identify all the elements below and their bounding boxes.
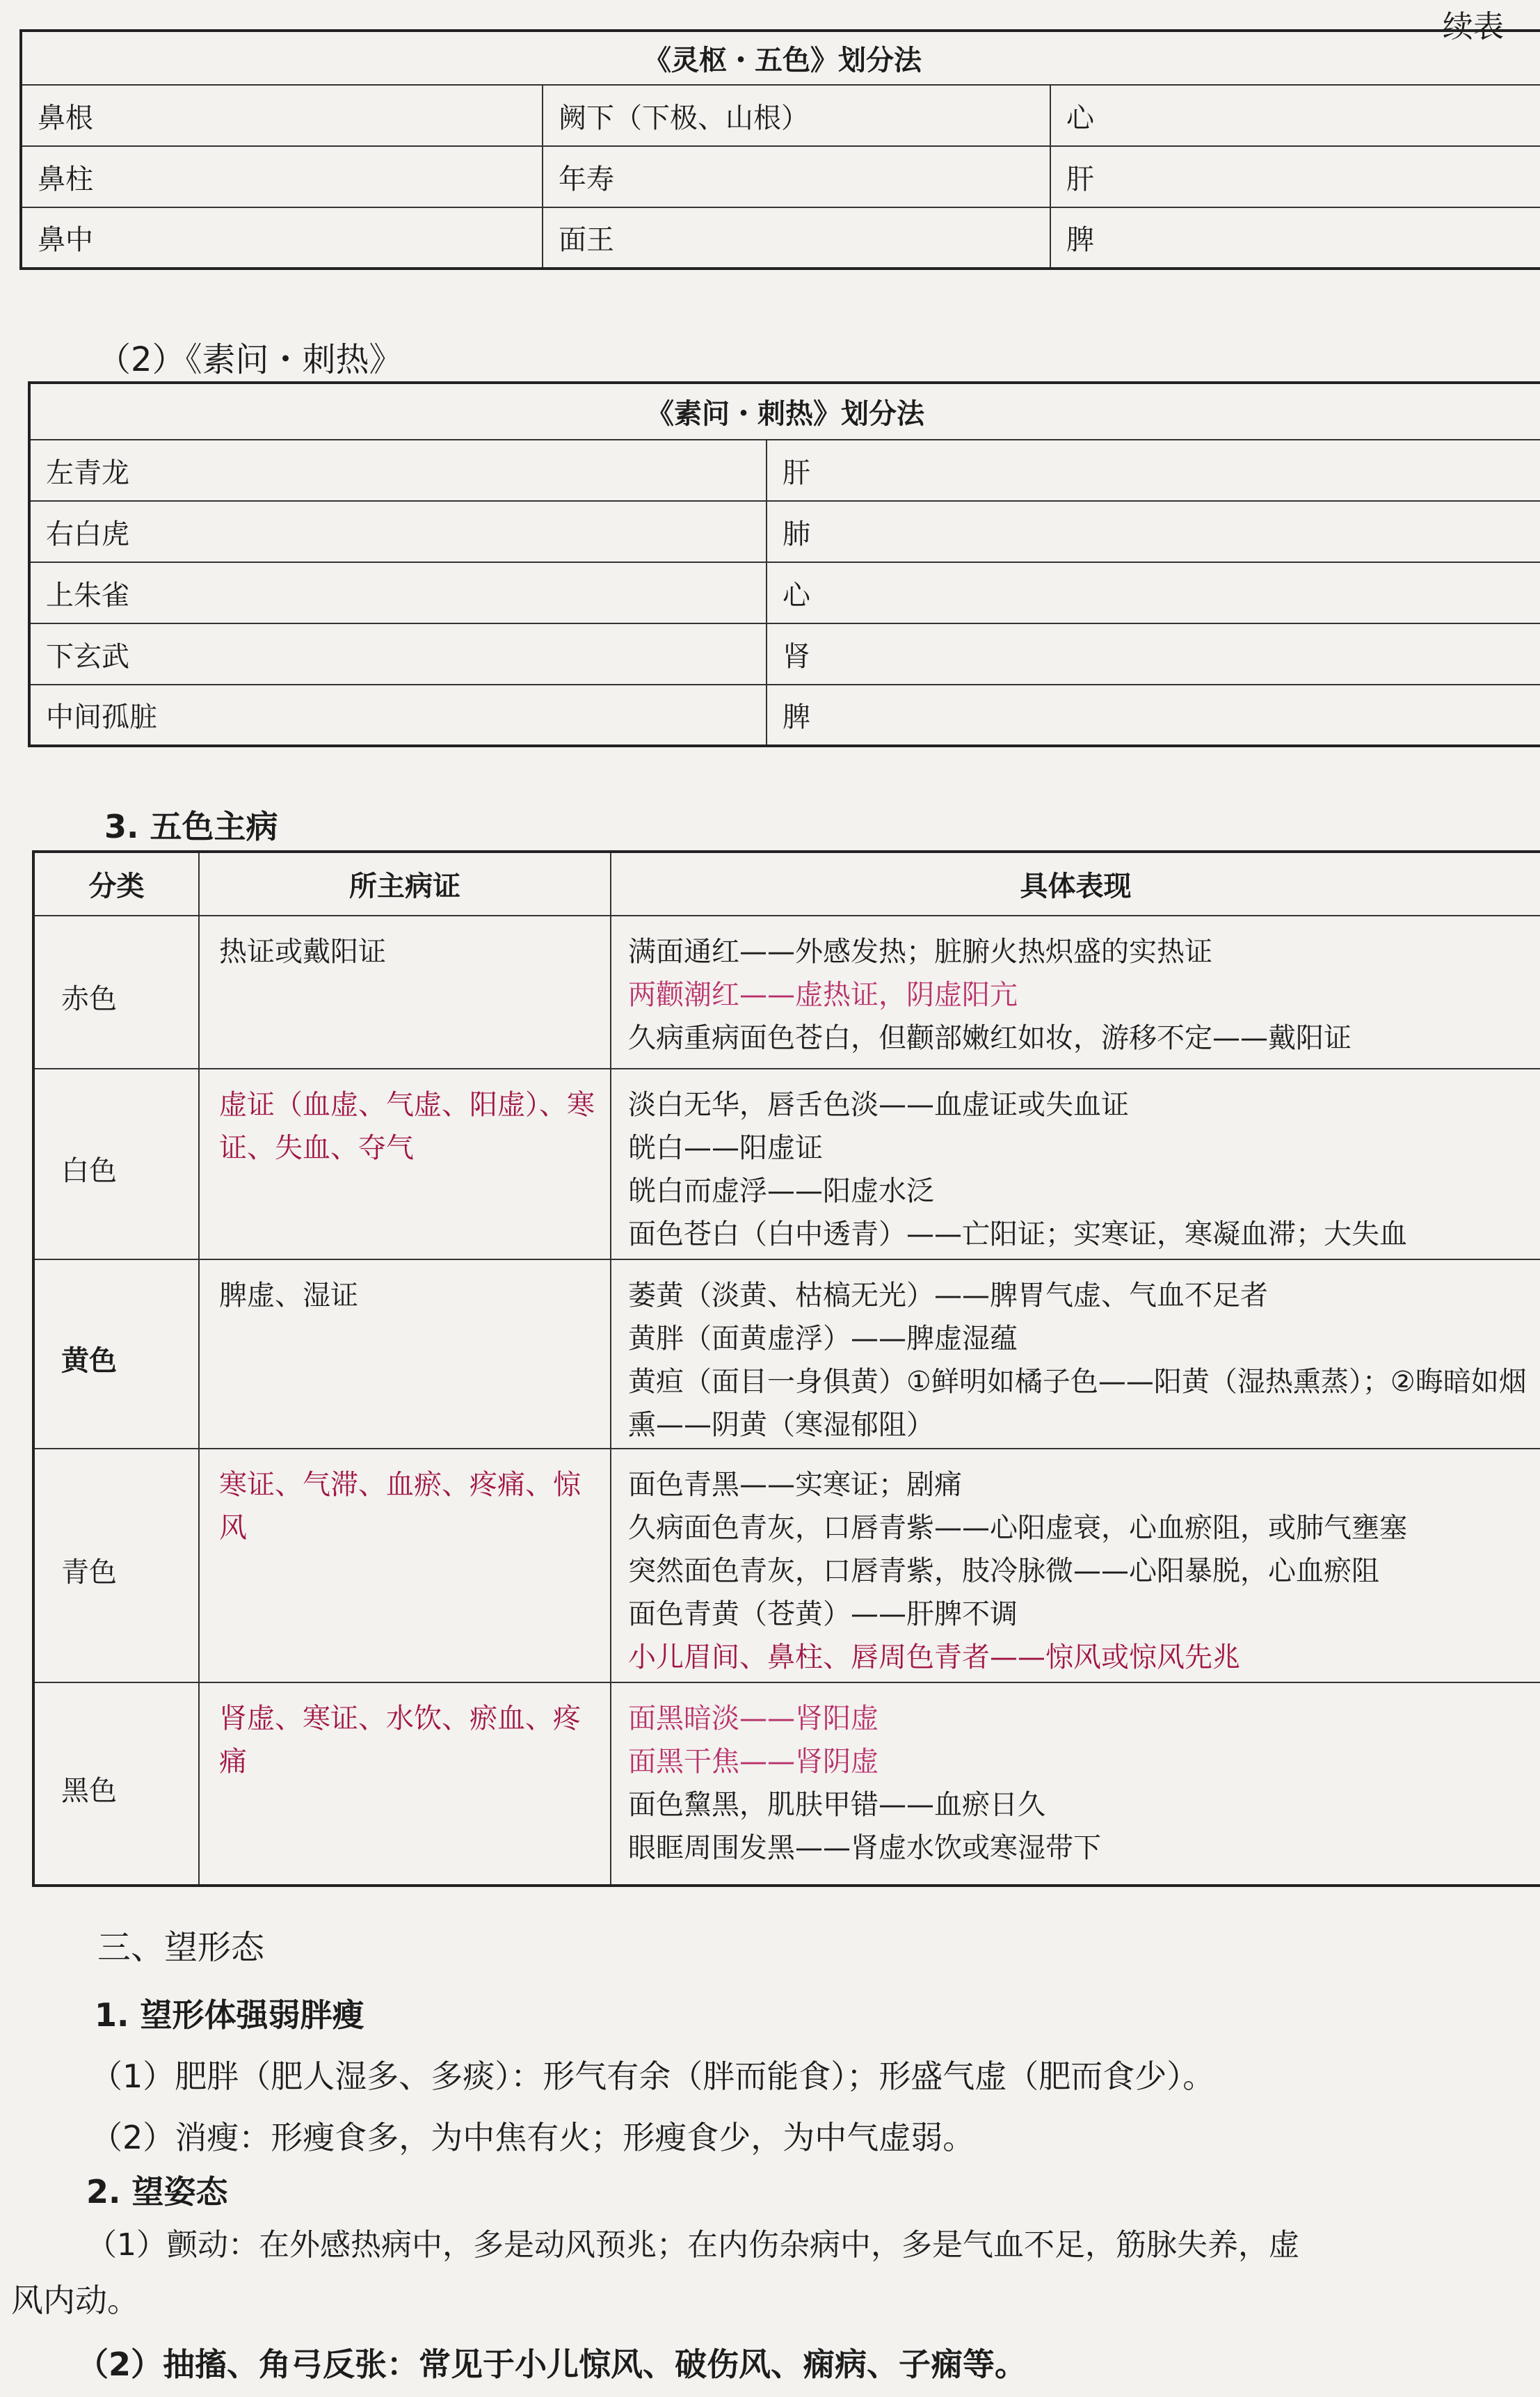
detail-cell	[611, 1259, 1540, 1449]
nose-part: 鼻中	[21, 207, 543, 269]
organ: 心	[1050, 85, 1540, 146]
nose-name: 年寿	[543, 146, 1050, 207]
detail-line: 淡白无华，唇舌色淡——血虚证或失血证	[628, 1089, 1129, 1121]
category-cell: 黑色	[33, 1682, 199, 1886]
detail-line: 满面通红——外感发热；脏腑火热炽盛的实热证	[628, 936, 1212, 968]
organ: 肝	[767, 440, 1540, 501]
category-cell: 赤色	[33, 916, 199, 1069]
direction: 中间孤脏	[29, 685, 767, 746]
nose-name: 面王	[543, 207, 1050, 269]
continued-label: 续表	[1443, 9, 1504, 45]
organ: 脾	[1050, 207, 1540, 269]
table-row	[21, 146, 1540, 207]
detail-line: 久病重病面色苍白，但颧部嫩红如妆，游移不定——戴阳证	[628, 1022, 1351, 1054]
lingshu-table	[19, 29, 1540, 270]
detail-line: 面色黧黑，肌肤甲错——血瘀日久	[628, 1789, 1045, 1821]
table-row	[29, 685, 1540, 746]
category-cell: 青色	[33, 1449, 199, 1682]
section-title: 三、望形态	[97, 1928, 265, 1967]
detail-line: 小儿眉间、鼻柱、唇周色青者——惊风或惊风先兆	[628, 1641, 1240, 1673]
header-illness: 所主病证	[199, 852, 611, 916]
detail-line: 面色青黄（苍黄）——肝脾不调	[628, 1598, 1018, 1630]
wuse-table	[32, 850, 1540, 1887]
table-row	[21, 85, 1540, 146]
detail-cell	[611, 1682, 1540, 1886]
paragraph-line: （1）肥胖（肥人湿多、多痰）：形气有余（胖而能食）；形盛气虚（肥而食少）。	[90, 2057, 1215, 2095]
illness-cell: 脾虚、湿证	[199, 1259, 611, 1449]
paragraph-line: （2）消瘦：形瘦食多，为中焦有火；形瘦食少，为中气虚弱。	[90, 2119, 975, 2156]
illness-cell: 虚证（血虚、气虚、阳虚）、寒证、失血、夺气	[199, 1069, 611, 1259]
detail-line: 黄疸（面目一身俱黄）①鲜明如橘子色——阳黄（湿热熏蒸）；②晦暗如烟熏——阴黄（寒湿郁阻）	[628, 1366, 1527, 1441]
detail-line: 黄胖（面黄虚浮）——脾虚湿蕴	[628, 1323, 1018, 1355]
suwen-table-title: 《素问・刺热》划分法	[29, 383, 1540, 440]
detail-cell	[611, 1069, 1540, 1259]
table-row	[29, 623, 1540, 685]
detail-cell	[611, 1449, 1540, 1682]
organ: 肾	[767, 623, 1540, 685]
header-detail: 具体表现	[611, 852, 1540, 916]
table-row	[33, 1682, 1540, 1886]
table-row	[29, 440, 1540, 501]
table-row	[29, 501, 1540, 562]
suwen-table	[28, 381, 1540, 747]
nose-part: 鼻根	[21, 85, 543, 146]
paragraph-line: 风内动。	[11, 2281, 139, 2319]
detail-line: 面黑暗淡——肾阳虚	[628, 1703, 879, 1735]
table-row	[33, 1069, 1540, 1259]
header-category: 分类	[33, 852, 199, 916]
direction: 下玄武	[29, 623, 767, 685]
lingshu-table-title: 《灵枢・五色》划分法	[21, 31, 1540, 85]
subsection-title: 1. 望形体强弱胖瘦	[95, 1996, 364, 2034]
detail-line: 面色青黑——实寒证；剧痛	[628, 1469, 962, 1501]
detail-cell	[611, 916, 1540, 1069]
illness-cell: 肾虚、寒证、水饮、瘀血、疼痛	[199, 1682, 611, 1886]
table-row	[29, 562, 1540, 623]
table-row	[33, 1449, 1540, 1682]
illness-cell: 寒证、气滞、血瘀、疼痛、惊风	[199, 1449, 611, 1682]
nose-part: 鼻柱	[21, 146, 543, 207]
paragraph-line: （1）颤动：在外感热病中，多是动风预兆；在内伤杂病中，多是气血不足，筋脉失养，虚	[86, 2227, 1299, 2263]
detail-line: 眼眶周围发黑——肾虚水饮或寒湿带下	[628, 1832, 1101, 1864]
table-row	[21, 207, 1540, 269]
organ: 脾	[767, 685, 1540, 746]
nose-name: 阙下（下极、山根）	[543, 85, 1050, 146]
detail-line: 突然面色青灰，口唇青紫，肢冷脉微——心阳暴脱，心血瘀阻	[628, 1555, 1379, 1587]
subsection-title: 2. 望姿态	[86, 2173, 228, 2211]
organ: 肺	[767, 501, 1540, 562]
direction: 右白虎	[29, 501, 767, 562]
table-row	[33, 1259, 1540, 1449]
detail-line: 面黑干焦——肾阴虚	[628, 1746, 879, 1778]
direction: 左青龙	[29, 440, 767, 501]
organ: 心	[767, 562, 1540, 623]
detail-line: 面色苍白（白中透青）——亡阳证；实寒证，寒凝血滞；大失血	[628, 1218, 1407, 1250]
detail-line: 㿠白而虚浮——阳虚水泛	[628, 1175, 934, 1207]
detail-line: 㿠白——阳虚证	[628, 1132, 823, 1164]
category-cell: 黄色	[33, 1259, 199, 1449]
detail-line: 萎黄（淡黄、枯槁无光）——脾胃气虚、气血不足者	[628, 1280, 1268, 1312]
detail-line: 久病面色青灰，口唇青紫——心阳虚衰，心血瘀阻，或肺气壅塞	[628, 1512, 1407, 1544]
organ: 肝	[1050, 146, 1540, 207]
wuse-heading: 3. 五色主病	[104, 808, 278, 845]
paragraph-line: （2）抽搐、角弓反张：常见于小儿惊风、破伤风、痫病、子痫等。	[77, 2346, 1027, 2383]
detail-line: 两颧潮红——虚热证，阴虚阳亢	[628, 979, 1018, 1011]
illness-cell: 热证或戴阳证	[199, 916, 611, 1069]
category-cell: 白色	[33, 1069, 199, 1259]
direction: 上朱雀	[29, 562, 767, 623]
suwen-heading: （2）《素问・刺热》	[97, 340, 403, 379]
table-row	[33, 916, 1540, 1069]
